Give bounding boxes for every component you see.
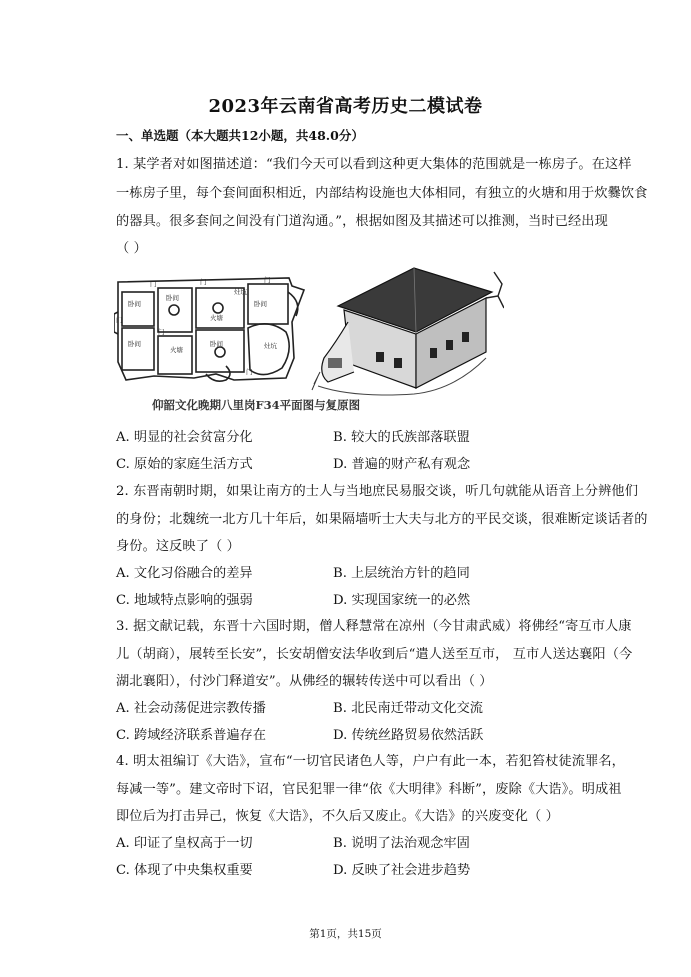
plan-label: 门 <box>150 280 157 288</box>
plan-label: 火塘 <box>210 314 223 322</box>
question-2-option-b[interactable]: B. 上层统治方针的趋同 <box>333 566 470 581</box>
plan-label: 门 <box>116 316 123 324</box>
plan-label: 门 <box>158 328 165 336</box>
question-2-option-d[interactable]: D. 实现国家统一的必然 <box>333 593 471 608</box>
question-4-line: 即位后为打击异己，恢复《大诰》，不久后又废止。《大诰》的兴废变化（ ） <box>116 809 559 824</box>
question-4-option-a[interactable]: A. 印证了皇权高于一切 <box>116 836 253 851</box>
question-3-option-c[interactable]: C. 跨域经济联系普遍存在 <box>116 728 266 743</box>
plan-label: 卧间 <box>166 294 179 302</box>
question-2-line: 2. 东晋南朝时期，如果让南方的士人与当地庶民易服交谈，听几句就能从语音上分辨他们 <box>116 484 638 499</box>
question-2-line: 的身份；北魏统一北方几十年后，如果隔墙听士大夫与北方的平民交谈，很难断定谈话者的 <box>116 512 648 527</box>
question-3-line: 3. 据文献记载，东晋十六国时期，僧人释慧常在凉州（今甘肃武威）将佛经“寄互市人康 <box>116 619 632 634</box>
question-1-option-a[interactable]: A. 明显的社会贫富分化 <box>116 430 253 445</box>
question-1-line: 1. 某学者对如图描述道：“我们今天可以看到这种更大集体的范围就是一栋房子。在这样 <box>116 157 632 172</box>
question-4-option-d[interactable]: D. 反映了社会进步趋势 <box>333 863 471 878</box>
plan-label: 卧间 <box>128 300 141 308</box>
question-1-line: 一栋房子里，每个套间面积相近，内部结构设施也大体相同，有独立的火塘和用于炊爨饮食 <box>116 186 648 201</box>
plan-label: 灶坑 <box>264 342 277 350</box>
page-title: 2023年云南省高考历史二模试卷 <box>208 96 483 117</box>
question-1-option-c[interactable]: C. 原始的家庭生活方式 <box>116 457 253 472</box>
floor-plan-and-reconstruction-image <box>114 262 504 412</box>
question-1-line: （ ） <box>116 241 147 256</box>
question-2-option-c[interactable]: C. 地域特点影响的强弱 <box>116 593 253 608</box>
plan-label: 卧间 <box>254 300 267 308</box>
question-3-line: 湖北襄阳），付沙门释道安”。从佛经的辗转传送中可以看出（ ） <box>116 674 493 689</box>
plan-label: 灶坑 <box>234 288 247 296</box>
question-3-option-d[interactable]: D. 传统丝路贸易依然活跃 <box>333 728 484 743</box>
question-2-line: 身份。这反映了（ ） <box>116 539 240 554</box>
plan-label: 门 <box>246 368 253 376</box>
question-2-option-a[interactable]: A. 文化习俗融合的差异 <box>116 566 253 581</box>
page-footer: 第1页，共15页 <box>309 928 382 940</box>
question-1-option-b[interactable]: B. 较大的氏族部落联盟 <box>333 430 470 445</box>
floor-plan-drawing <box>114 278 304 381</box>
question-4-option-c[interactable]: C. 体现了中央集权重要 <box>116 863 253 878</box>
plan-label: 火塘 <box>170 346 183 354</box>
question-4-line: 4. 明太祖编订《大诰》，宣布“一切官民诸色人等，户户有此一本，若犯笞杖徒流罪名， <box>116 754 625 769</box>
question-3-line: 儿（胡商），展转至长安”，长安胡僧安法华收到后“遣人送至互市， 互市人送达襄阳（今 <box>116 647 633 662</box>
house-reconstruction-drawing <box>312 268 504 395</box>
question-3-option-b[interactable]: B. 北民南迁带动文化交流 <box>333 701 483 716</box>
archaeology-figure <box>114 262 504 412</box>
question-4-line: 每减一等”。建文帝时下诏，官民犯罪一律“依《大明律》科断”，废除《大诰》。明成祖 <box>116 782 622 797</box>
question-1-option-d[interactable]: D. 普遍的财产私有观念 <box>333 457 471 472</box>
question-4-option-b[interactable]: B. 说明了法治观念牢固 <box>333 836 470 851</box>
plan-label: 卧间 <box>210 340 223 348</box>
plan-label: 卧间 <box>128 340 141 348</box>
figure-caption: 仰韶文化晚期八里岗F34平面图与复原图 <box>152 398 361 412</box>
question-3-option-a[interactable]: A. 社会动荡促进宗教传播 <box>116 701 266 716</box>
question-1-line: 的器具。很多套间之间没有门道沟通。”，根据如图及其描述可以推测，当时已经出现 <box>116 214 608 229</box>
plan-label: 门 <box>200 278 207 286</box>
plan-label: 门 <box>264 276 271 284</box>
section-heading: 一、单选题（本大题共12小题，共48.0分） <box>116 128 364 143</box>
